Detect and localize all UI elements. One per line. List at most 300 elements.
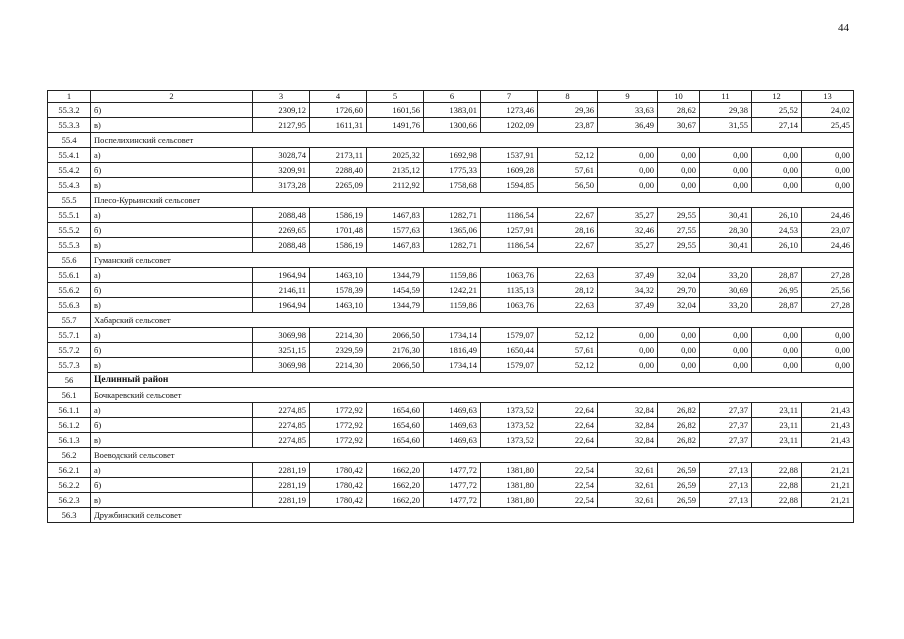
table-cell: 28,87	[752, 268, 802, 283]
section-title: Поспелихинский сельсовет	[91, 133, 854, 148]
table-cell: 25,56	[802, 283, 854, 298]
table-cell: 29,36	[538, 103, 598, 118]
table-cell: 30,41	[700, 238, 752, 253]
table-row	[48, 463, 854, 478]
table-cell: 1463,10	[310, 268, 367, 283]
table-row	[48, 103, 854, 118]
table-cell: 1772,92	[310, 403, 367, 418]
table-cell: 32,46	[598, 223, 658, 238]
table-cell: 32,61	[598, 478, 658, 493]
column-header: 6	[424, 91, 481, 103]
table-cell: 1242,21	[424, 283, 481, 298]
table-cell: 21,21	[802, 478, 854, 493]
table-cell: 26,82	[658, 418, 700, 433]
row-code: 55.4.3	[48, 178, 91, 193]
table-cell: 23,11	[752, 418, 802, 433]
table-cell: 32,61	[598, 493, 658, 508]
table-cell: 1373,52	[481, 418, 538, 433]
table-cell: 1537,91	[481, 148, 538, 163]
table-cell: 22,54	[538, 493, 598, 508]
table-cell: 1454,59	[367, 283, 424, 298]
table-cell: 0,00	[752, 343, 802, 358]
section-row	[48, 448, 854, 463]
table-cell: 0,00	[752, 358, 802, 373]
table-cell: 1063,76	[481, 268, 538, 283]
row-code: 55.5.3	[48, 238, 91, 253]
table-cell: 0,00	[802, 163, 854, 178]
row-code: 56	[48, 373, 91, 388]
table-cell: 1758,68	[424, 178, 481, 193]
table-cell: 27,13	[700, 493, 752, 508]
table-cell: 2088,48	[253, 238, 310, 253]
table-cell: 1469,63	[424, 403, 481, 418]
row-code: 56.2.1	[48, 463, 91, 478]
row-code: 55.7.1	[48, 328, 91, 343]
table-cell: 2176,30	[367, 343, 424, 358]
table-cell: 3069,98	[253, 328, 310, 343]
row-variant: в)	[91, 358, 253, 373]
row-code: 56.1.2	[48, 418, 91, 433]
table-cell: 26,82	[658, 433, 700, 448]
table-cell: 2066,50	[367, 358, 424, 373]
table-cell: 37,49	[598, 298, 658, 313]
table-cell: 1159,86	[424, 298, 481, 313]
row-variant: б)	[91, 478, 253, 493]
row-variant: а)	[91, 328, 253, 343]
table-cell: 27,28	[802, 298, 854, 313]
row-code: 55.5.1	[48, 208, 91, 223]
table-cell: 30,67	[658, 118, 700, 133]
table-cell: 0,00	[658, 343, 700, 358]
section-row	[48, 313, 854, 328]
region-row	[48, 373, 854, 388]
table-cell: 1611,31	[310, 118, 367, 133]
table-cell: 0,00	[802, 328, 854, 343]
table-cell: 22,88	[752, 463, 802, 478]
row-code: 56.1	[48, 388, 91, 403]
table-cell: 57,61	[538, 343, 598, 358]
header-row	[48, 91, 854, 103]
table-cell: 0,00	[802, 148, 854, 163]
section-title: Бочкаревский сельсовет	[91, 388, 854, 403]
column-header: 4	[310, 91, 367, 103]
table-cell: 1300,66	[424, 118, 481, 133]
table-row	[48, 178, 854, 193]
section-row	[48, 388, 854, 403]
table-cell: 1780,42	[310, 478, 367, 493]
table-cell: 1692,98	[424, 148, 481, 163]
table-cell: 28,16	[538, 223, 598, 238]
table-cell: 1383,01	[424, 103, 481, 118]
row-code: 55.3.3	[48, 118, 91, 133]
column-header: 12	[752, 91, 802, 103]
row-code: 55.6.3	[48, 298, 91, 313]
table-cell: 2112,92	[367, 178, 424, 193]
table-row	[48, 268, 854, 283]
table-cell: 1467,83	[367, 208, 424, 223]
column-header: 10	[658, 91, 700, 103]
table-cell: 27,37	[700, 418, 752, 433]
table-cell: 28,62	[658, 103, 700, 118]
table-cell: 1654,60	[367, 433, 424, 448]
table-cell: 1586,19	[310, 238, 367, 253]
table-cell: 2329,59	[310, 343, 367, 358]
table-cell: 0,00	[752, 148, 802, 163]
table-cell: 2281,19	[253, 463, 310, 478]
table-cell: 21,21	[802, 493, 854, 508]
row-variant: б)	[91, 223, 253, 238]
table-cell: 29,70	[658, 283, 700, 298]
table-cell: 27,13	[700, 478, 752, 493]
table-cell: 1373,52	[481, 433, 538, 448]
table-cell: 0,00	[598, 163, 658, 178]
table-cell: 30,41	[700, 208, 752, 223]
table-cell: 1477,72	[424, 493, 481, 508]
table-cell: 3251,15	[253, 343, 310, 358]
column-header: 3	[253, 91, 310, 103]
table-cell: 1491,76	[367, 118, 424, 133]
table-cell: 1816,49	[424, 343, 481, 358]
table-cell: 1257,91	[481, 223, 538, 238]
table-cell: 1650,44	[481, 343, 538, 358]
row-code: 55.6.2	[48, 283, 91, 298]
table-cell: 1273,46	[481, 103, 538, 118]
table-cell: 27,14	[752, 118, 802, 133]
row-variant: б)	[91, 343, 253, 358]
column-header: 13	[802, 91, 854, 103]
table-cell: 0,00	[752, 163, 802, 178]
table-cell: 1477,72	[424, 463, 481, 478]
table-row	[48, 478, 854, 493]
table-cell: 21,43	[802, 418, 854, 433]
table-cell: 28,30	[700, 223, 752, 238]
table-cell: 0,00	[700, 163, 752, 178]
column-header: 2	[91, 91, 253, 103]
table-row	[48, 238, 854, 253]
table-cell: 2269,65	[253, 223, 310, 238]
table-cell: 0,00	[752, 328, 802, 343]
table-cell: 1601,56	[367, 103, 424, 118]
table-cell: 24,53	[752, 223, 802, 238]
table-cell: 1344,79	[367, 298, 424, 313]
table-cell: 1654,60	[367, 418, 424, 433]
section-row	[48, 253, 854, 268]
table-cell: 27,28	[802, 268, 854, 283]
table-cell: 1775,33	[424, 163, 481, 178]
table-row	[48, 298, 854, 313]
row-variant: в)	[91, 118, 253, 133]
table-cell: 32,61	[598, 463, 658, 478]
table-cell: 1282,71	[424, 208, 481, 223]
table-cell: 21,43	[802, 433, 854, 448]
row-code: 55.7	[48, 313, 91, 328]
row-variant: б)	[91, 103, 253, 118]
table-cell: 1159,86	[424, 268, 481, 283]
row-variant: б)	[91, 163, 253, 178]
table-cell: 22,63	[538, 298, 598, 313]
table-cell: 27,13	[700, 463, 752, 478]
table-cell: 22,63	[538, 268, 598, 283]
table-cell: 2274,85	[253, 418, 310, 433]
table-cell: 2088,48	[253, 208, 310, 223]
table-cell: 1964,94	[253, 268, 310, 283]
table-cell: 1344,79	[367, 268, 424, 283]
table-cell: 2288,40	[310, 163, 367, 178]
table-cell: 32,84	[598, 433, 658, 448]
table-cell: 0,00	[658, 178, 700, 193]
table-cell: 1654,60	[367, 403, 424, 418]
table-cell: 0,00	[598, 343, 658, 358]
section-title: Гуманский сельсовет	[91, 253, 854, 268]
table-cell: 30,69	[700, 283, 752, 298]
row-variant: а)	[91, 403, 253, 418]
table-row	[48, 328, 854, 343]
table-cell: 2265,09	[310, 178, 367, 193]
row-variant: в)	[91, 433, 253, 448]
section-title: Дружбинский сельсовет	[91, 508, 854, 523]
table-cell: 22,64	[538, 433, 598, 448]
region-title: Целинный район	[91, 373, 854, 388]
table-cell: 1734,14	[424, 358, 481, 373]
table-cell: 32,84	[598, 403, 658, 418]
column-header: 7	[481, 91, 538, 103]
table-cell: 56,50	[538, 178, 598, 193]
table-row	[48, 493, 854, 508]
table-cell: 33,20	[700, 268, 752, 283]
table-cell: 1734,14	[424, 328, 481, 343]
row-variant: а)	[91, 268, 253, 283]
table-cell: 29,55	[658, 208, 700, 223]
table-cell: 36,49	[598, 118, 658, 133]
table-cell: 26,59	[658, 478, 700, 493]
table-row	[48, 148, 854, 163]
table-cell: 23,07	[802, 223, 854, 238]
table-cell: 31,55	[700, 118, 752, 133]
table-cell: 23,11	[752, 433, 802, 448]
table-cell: 2127,95	[253, 118, 310, 133]
row-variant: а)	[91, 148, 253, 163]
table-cell: 0,00	[658, 328, 700, 343]
table-cell: 1135,13	[481, 283, 538, 298]
table-cell: 37,49	[598, 268, 658, 283]
table-cell: 1726,60	[310, 103, 367, 118]
table-cell: 24,46	[802, 238, 854, 253]
table-cell: 1772,92	[310, 433, 367, 448]
table-cell: 23,87	[538, 118, 598, 133]
row-variant: б)	[91, 418, 253, 433]
row-code: 56.2.2	[48, 478, 91, 493]
table-cell: 22,67	[538, 238, 598, 253]
table-cell: 2281,19	[253, 478, 310, 493]
table-cell: 3209,91	[253, 163, 310, 178]
table-cell: 22,64	[538, 403, 598, 418]
row-code: 55.3.2	[48, 103, 91, 118]
column-header: 11	[700, 91, 752, 103]
table-cell: 0,00	[700, 178, 752, 193]
table-cell: 22,54	[538, 478, 598, 493]
table-cell: 3069,98	[253, 358, 310, 373]
row-code: 56.1.1	[48, 403, 91, 418]
table-row	[48, 208, 854, 223]
row-variant: в)	[91, 298, 253, 313]
table-cell: 0,00	[598, 328, 658, 343]
table-row	[48, 118, 854, 133]
row-code: 55.4.2	[48, 163, 91, 178]
row-code: 55.7.3	[48, 358, 91, 373]
column-header: 8	[538, 91, 598, 103]
table-cell: 33,63	[598, 103, 658, 118]
row-code: 56.3	[48, 508, 91, 523]
row-code: 56.2	[48, 448, 91, 463]
table-cell: 1577,63	[367, 223, 424, 238]
table-cell: 1365,06	[424, 223, 481, 238]
table-cell: 57,61	[538, 163, 598, 178]
table-cell: 29,38	[700, 103, 752, 118]
column-header: 9	[598, 91, 658, 103]
table-cell: 28,87	[752, 298, 802, 313]
row-variant: в)	[91, 238, 253, 253]
table-cell: 0,00	[752, 178, 802, 193]
table-cell: 22,64	[538, 418, 598, 433]
table-cell: 1373,52	[481, 403, 538, 418]
row-variant: в)	[91, 178, 253, 193]
table-cell: 1202,09	[481, 118, 538, 133]
table-row	[48, 223, 854, 238]
column-header: 5	[367, 91, 424, 103]
table-cell: 1586,19	[310, 208, 367, 223]
row-code: 55.5.2	[48, 223, 91, 238]
table-cell: 1780,42	[310, 493, 367, 508]
table-cell: 1662,20	[367, 478, 424, 493]
table-cell: 0,00	[700, 328, 752, 343]
table-cell: 27,37	[700, 433, 752, 448]
table-cell: 25,52	[752, 103, 802, 118]
table-cell: 2281,19	[253, 493, 310, 508]
table-cell: 0,00	[658, 163, 700, 178]
table-cell: 27,37	[700, 403, 752, 418]
table-cell: 32,04	[658, 268, 700, 283]
section-title: Хабарский сельсовет	[91, 313, 854, 328]
section-title: Воеводский сельсовет	[91, 448, 854, 463]
table-cell: 1063,76	[481, 298, 538, 313]
page-number: 44	[838, 22, 849, 34]
table-cell: 21,43	[802, 403, 854, 418]
section-row	[48, 133, 854, 148]
column-header: 1	[48, 91, 91, 103]
table-cell: 0,00	[658, 358, 700, 373]
table-cell: 1186,54	[481, 208, 538, 223]
table-cell: 35,27	[598, 238, 658, 253]
table-cell: 3173,28	[253, 178, 310, 193]
table-cell: 2025,32	[367, 148, 424, 163]
table-cell: 1579,07	[481, 358, 538, 373]
table-cell: 1780,42	[310, 463, 367, 478]
table-cell: 34,32	[598, 283, 658, 298]
table-row	[48, 433, 854, 448]
table-row	[48, 163, 854, 178]
table-cell: 0,00	[802, 343, 854, 358]
table-cell: 1282,71	[424, 238, 481, 253]
table-cell: 1477,72	[424, 478, 481, 493]
table-cell: 1578,39	[310, 283, 367, 298]
table-cell: 1469,63	[424, 418, 481, 433]
table-cell: 0,00	[700, 148, 752, 163]
table-cell: 32,84	[598, 418, 658, 433]
table-cell: 0,00	[598, 358, 658, 373]
table-cell: 2146,11	[253, 283, 310, 298]
table-cell: 52,12	[538, 358, 598, 373]
table-cell: 1381,80	[481, 478, 538, 493]
table-cell: 1964,94	[253, 298, 310, 313]
table-cell: 1467,83	[367, 238, 424, 253]
table-cell: 35,27	[598, 208, 658, 223]
table-cell: 24,46	[802, 208, 854, 223]
table-cell: 2214,30	[310, 328, 367, 343]
table-cell: 1662,20	[367, 493, 424, 508]
table-cell: 24,02	[802, 103, 854, 118]
row-code: 55.4.1	[48, 148, 91, 163]
row-code: 56.2.3	[48, 493, 91, 508]
table-cell: 1381,80	[481, 463, 538, 478]
table-cell: 25,45	[802, 118, 854, 133]
row-variant: а)	[91, 208, 253, 223]
table-cell: 1186,54	[481, 238, 538, 253]
table-cell: 0,00	[802, 178, 854, 193]
table-row	[48, 418, 854, 433]
table-cell: 26,10	[752, 238, 802, 253]
table-cell: 0,00	[802, 358, 854, 373]
table-cell: 32,04	[658, 298, 700, 313]
table-cell: 22,54	[538, 463, 598, 478]
table-cell: 23,11	[752, 403, 802, 418]
table-cell: 26,82	[658, 403, 700, 418]
table-cell: 52,12	[538, 148, 598, 163]
table-cell: 1609,28	[481, 163, 538, 178]
table-cell: 2274,85	[253, 403, 310, 418]
table-row	[48, 343, 854, 358]
table-cell: 0,00	[700, 358, 752, 373]
table-row	[48, 403, 854, 418]
table-cell: 0,00	[598, 148, 658, 163]
section-row	[48, 193, 854, 208]
table-cell: 2173,11	[310, 148, 367, 163]
table-cell: 1772,92	[310, 418, 367, 433]
table-cell: 22,67	[538, 208, 598, 223]
row-code: 55.4	[48, 133, 91, 148]
row-code: 55.6.1	[48, 268, 91, 283]
table-row	[48, 358, 854, 373]
row-code: 55.5	[48, 193, 91, 208]
table-cell: 2309,12	[253, 103, 310, 118]
table-cell: 1381,80	[481, 493, 538, 508]
table-cell: 2135,12	[367, 163, 424, 178]
data-table	[47, 90, 854, 523]
table-cell: 2214,30	[310, 358, 367, 373]
row-variant: а)	[91, 463, 253, 478]
table-cell: 33,20	[700, 298, 752, 313]
table-cell: 22,88	[752, 478, 802, 493]
table-cell: 28,12	[538, 283, 598, 298]
row-code: 55.7.2	[48, 343, 91, 358]
table-cell: 27,55	[658, 223, 700, 238]
table-cell: 1463,10	[310, 298, 367, 313]
row-variant: б)	[91, 283, 253, 298]
table-cell: 0,00	[700, 343, 752, 358]
table-cell: 26,95	[752, 283, 802, 298]
table-cell: 29,55	[658, 238, 700, 253]
table-cell: 1662,20	[367, 463, 424, 478]
table-cell: 22,88	[752, 493, 802, 508]
